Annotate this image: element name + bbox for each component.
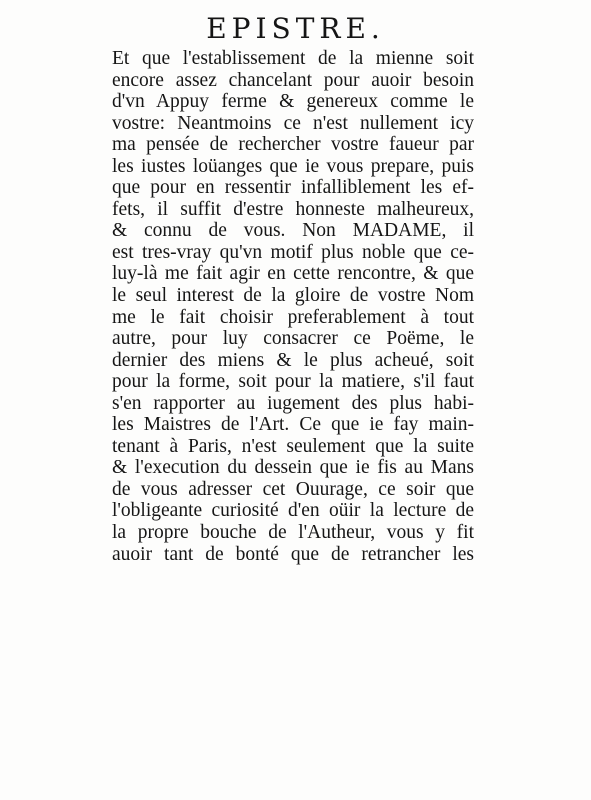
text-line: auoir tant de bonté que de retrancher les (112, 543, 474, 565)
text-line: l'obligeante curiosité d'en oüir la lecture de (112, 500, 474, 522)
text-line: me le fait choisir preferablement à tout (112, 306, 474, 328)
text-line: est tres-vray qu'vn motif plus noble que ce- (112, 241, 474, 263)
text-line: tenant à Paris, n'est seulement que la suite (112, 435, 474, 457)
text-line: Et que l'establissement de la mienne soit (112, 48, 474, 69)
text-line: que pour en ressentir infalliblement les ef- (112, 177, 474, 199)
text-line: vostre: Neantmoins ce n'est nullement icy (112, 112, 474, 134)
text-line: encore assez chancelant pour auoir besoin (112, 69, 474, 91)
text-line: & connu de vous. Non MADAME, il (112, 220, 474, 242)
body-text (112, 48, 474, 565)
text-line: dernier des miens & le plus acheué, soit (112, 349, 474, 371)
text-line: la propre bouche de l'Autheur, vous y fit (112, 522, 474, 544)
text-line: ma pensée de rechercher vostre faueur par (112, 134, 474, 156)
text-line: de vous adresser cet Ouurage, ce soir que (112, 478, 474, 500)
text-line: & l'execution du dessein que ie fis au Mans (112, 457, 474, 479)
running-head: EPISTRE. (206, 12, 385, 45)
text-line: le seul interest de la gloire de vostre Nom (112, 285, 474, 307)
text-line: autre, pour luy consacrer ce Poëme, le (112, 328, 474, 350)
text-line: fets, il suffit d'estre honneste malheureux, (112, 198, 474, 220)
text-line: les Maistres de l'Art. Ce que ie fay main- (112, 414, 474, 436)
text-line: luy-là me fait agir en cette rencontre, & que (112, 263, 474, 285)
text-line: d'vn Appuy ferme & genereux comme le (112, 91, 474, 113)
text-line: pour la forme, soit pour la matiere, s'il faut (112, 371, 474, 393)
text-line: les iustes loüanges que ie vous prepare, puis (112, 155, 474, 177)
text-line: s'en rapporter au iugement des plus habi- (112, 392, 474, 414)
